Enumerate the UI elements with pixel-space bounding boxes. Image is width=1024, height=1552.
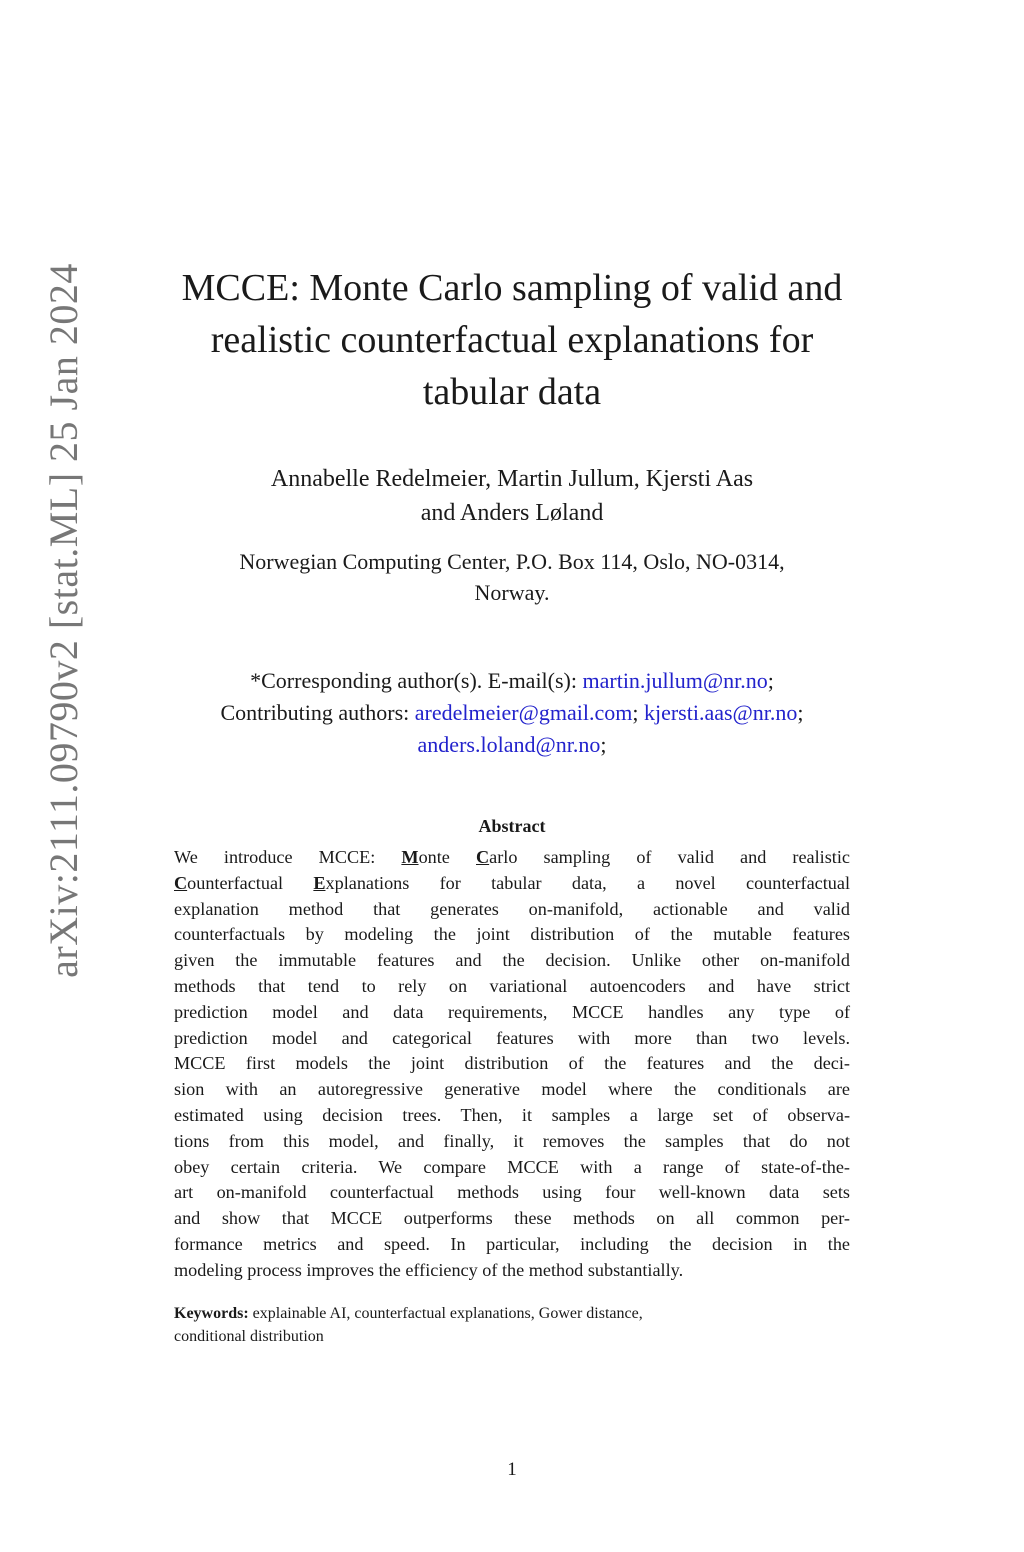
abstract-line: explanation method that generates on-manifold, actionable and valid xyxy=(174,898,850,919)
author-list xyxy=(150,462,874,530)
abstract-line: estimated using decision trees. Then, it samples a large set of observa- xyxy=(174,1104,850,1125)
keywords-list: explainable AI, counterfactual explanations, Gower distance, xyxy=(248,1305,643,1322)
abstract-line: tions from this model, and finally, it removes the samples that do not xyxy=(174,1130,850,1151)
abstract-text-fragment: arlo sampling of valid and realistic xyxy=(489,847,850,867)
affiliation-line-1: Norwegian Computing Center, P.O. Box 114, Oslo, NO-0314, xyxy=(239,549,785,574)
arxiv-identifier: arXiv:2111.09790v2 [stat.ML] 25 Jan 2024 xyxy=(40,262,86,978)
abstract-line: prediction model and data requirements, MCCE handles any type of xyxy=(174,1001,850,1022)
separator: ; xyxy=(600,732,607,757)
affiliation xyxy=(150,546,874,608)
acronym-letter-e: E xyxy=(313,872,326,893)
email-link-loland[interactable]: anders.loland@nr.no xyxy=(417,732,601,757)
paper-title xyxy=(150,262,874,418)
authors-line-2: and Anders Løland xyxy=(420,500,604,526)
title-line-2: realistic counterfactual explanations for xyxy=(210,319,814,361)
title-line-3: tabular data xyxy=(422,371,602,413)
contributing-label: Contributing authors: xyxy=(220,700,415,725)
abstract-text-fragment: ounterfactual xyxy=(187,872,314,893)
abstract-line: and show that MCCE outperforms these methods on all common per- xyxy=(174,1208,850,1229)
abstract-line: sion with an autoregressive generative model where the conditionals are xyxy=(174,1079,850,1100)
acronym-letter-c: C xyxy=(476,847,490,867)
abstract-line xyxy=(174,845,850,871)
corresponding-author-line xyxy=(130,665,894,697)
keywords-line-1 xyxy=(174,1302,850,1325)
separator: ; xyxy=(632,700,644,725)
keywords-block xyxy=(174,1302,850,1348)
abstract-line: methods that tend to rely on variational autoencoders and have strict xyxy=(174,975,850,996)
abstract-text-fragment: We introduce MCCE: xyxy=(174,847,402,867)
affiliation-line-2: Norway. xyxy=(474,580,550,605)
corresponding-label: *Corresponding author(s). E-mail(s): xyxy=(250,668,583,693)
abstract-line: given the immutable features and the decision. Unlike other on-manifold xyxy=(174,950,850,971)
abstract-line: modeling process improves the efficiency of the method substantially. xyxy=(174,1259,684,1280)
abstract-line: obey certain criteria. We compare MCCE with a range of state-of-the- xyxy=(174,1156,850,1177)
email-link-aas[interactable]: kjersti.aas@nr.no xyxy=(643,700,798,725)
email-link-redelmeier[interactable]: aredelmeier@gmail.com xyxy=(414,700,633,725)
abstract-text xyxy=(174,845,850,1284)
keywords-label: Keywords: xyxy=(174,1305,249,1322)
authors-line-1: Annabelle Redelmeier, Martin Jullum, Kjersti Aas xyxy=(270,466,754,492)
abstract-line: prediction model and categorical features with more than two levels. xyxy=(174,1027,850,1048)
acronym-letter-c: C xyxy=(174,872,188,893)
abstract-line xyxy=(174,871,850,897)
abstract-line: MCCE first models the joint distribution of the features and the deci- xyxy=(174,1053,850,1074)
separator: ; xyxy=(767,668,774,693)
abstract-line: art on-manifold counterfactual methods using four well-known data sets xyxy=(174,1182,850,1203)
separator: ; xyxy=(797,700,804,725)
abstract-text-fragment: onte xyxy=(418,847,476,867)
page-number: 1 xyxy=(507,1459,517,1480)
contributing-authors-line xyxy=(130,697,894,729)
abstract-text-fragment: xplanations for tabular data, a novel counterfactual xyxy=(325,872,851,893)
abstract-line: counterfactuals by modeling the joint distribution of the mutable features xyxy=(174,924,850,945)
contributing-authors-line-2 xyxy=(130,729,894,761)
corresponding-email-link[interactable]: martin.jullum@nr.no xyxy=(582,668,768,693)
contact-block xyxy=(130,665,894,761)
acronym-letter-m: M xyxy=(401,847,419,867)
title-line-1: MCCE: Monte Carlo sampling of valid and xyxy=(181,267,843,309)
keywords-line-2: conditional distribution xyxy=(174,1328,324,1345)
abstract-line: formance metrics and speed. In particular, including the decision in the xyxy=(174,1233,850,1254)
arxiv-stamp xyxy=(40,200,86,1040)
abstract-heading: Abstract xyxy=(478,816,546,836)
